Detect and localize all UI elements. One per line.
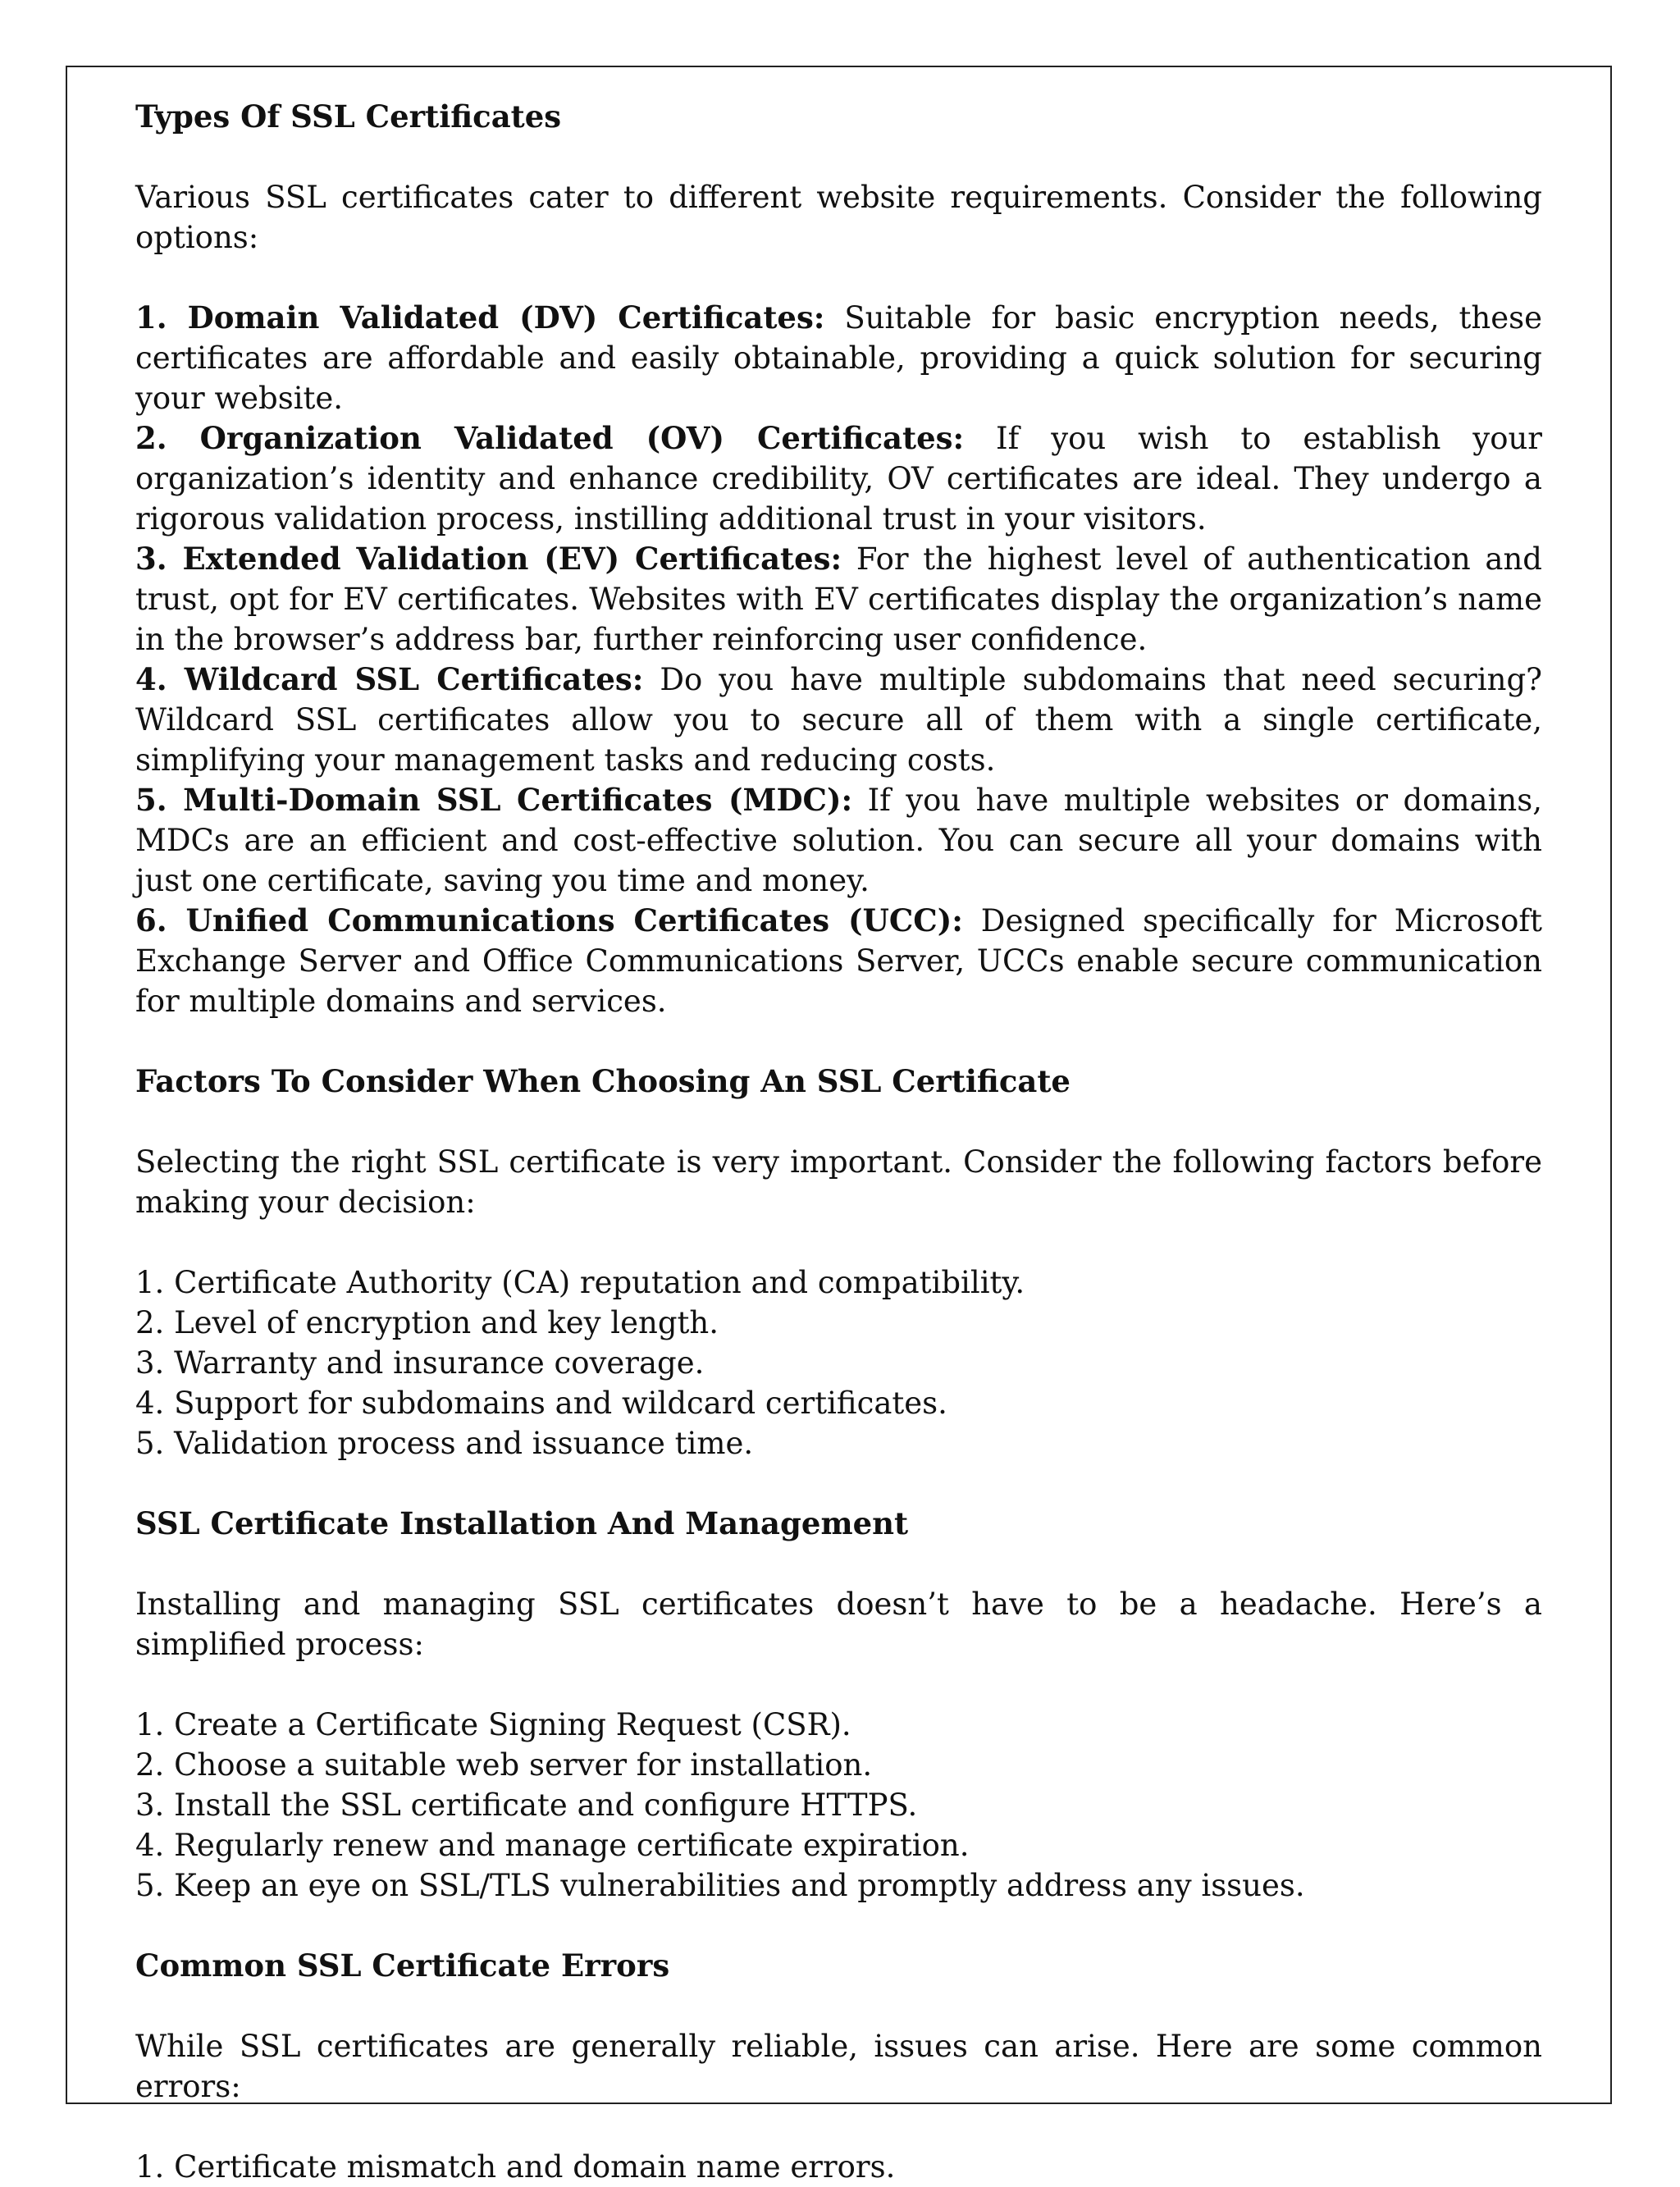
spacer bbox=[135, 137, 1542, 177]
types-intro: Various SSL certificates cater to different website requirements. Consider the following options: bbox=[135, 180, 1542, 255]
list-item: 4. Regularly renew and manage certificate expiration. bbox=[135, 1828, 970, 1863]
list-item: 4. Support for subdomains and wildcard certificates. bbox=[135, 1386, 947, 1421]
option-lead: 3. Extended Validation (EV) Certificates: bbox=[135, 541, 842, 577]
list-item: 1. Certificate Authority (CA) reputation and compatibility. bbox=[135, 1265, 1025, 1300]
option-text: If you have multiple websites or domains, MDCs are an efficient and cost-effective solution. You can secure all your domains with just one certificate, saving you time and money. bbox=[135, 783, 1542, 898]
spacer bbox=[135, 1544, 1542, 1584]
list-item: 1. Create a Certificate Signing Request (CSR). bbox=[135, 1707, 851, 1742]
option-ucc bbox=[135, 901, 1542, 1021]
option-text: Do you have multiple subdomains that need securing? Wildcard SSL certificates allow you to secure all of them with a single certificate, simplifying your management tasks and reducing costs. bbox=[135, 662, 1542, 778]
list-item: 2. Level of encryption and key length. bbox=[135, 1305, 719, 1340]
installation-heading: SSL Certificate Installation And Management bbox=[135, 1505, 909, 1541]
spacer bbox=[135, 1463, 1542, 1504]
list-item: 2. Choose a suitable web server for installation. bbox=[135, 1747, 873, 1783]
list-item: 5. Keep an eye on SSL/TLS vulnerabilities and promptly address any issues. bbox=[135, 1868, 1305, 1903]
option-lead: 2. Organization Validated (OV) Certificates: bbox=[135, 420, 965, 456]
installation-intro: Installing and managing SSL certificates doesn’t have to be a headache. Here’s a simplified process: bbox=[135, 1587, 1542, 1662]
spacer bbox=[135, 1021, 1542, 1062]
spacer bbox=[135, 1222, 1542, 1262]
spacer bbox=[135, 258, 1542, 298]
list-item: 1. Certificate mismatch and domain name errors. bbox=[135, 2149, 896, 2185]
option-text: For the highest level of authentication and trust, opt for EV certificates. Websites with EV certificates display the organization’s name in the browser’s address bar, further reinforcing user confidence. bbox=[135, 541, 1542, 657]
option-wildcard bbox=[135, 660, 1542, 780]
errors-heading: Common SSL Certificate Errors bbox=[135, 1947, 670, 1984]
option-lead: 6. Unified Communications Certificates (UCC): bbox=[135, 902, 963, 938]
option-lead: 5. Multi-Domain SSL Certificates (MDC): bbox=[135, 782, 853, 818]
spacer bbox=[135, 1906, 1542, 1946]
spacer bbox=[135, 1102, 1542, 1142]
spacer bbox=[135, 1664, 1542, 1705]
spacer bbox=[135, 1986, 1542, 2026]
option-text: Suitable for basic encryption needs, these certificates are affordable and easily obtainable, providing a quick solution for securing your website. bbox=[135, 300, 1542, 416]
option-ev bbox=[135, 539, 1542, 660]
factors-intro: Selecting the right SSL certificate is very important. Consider the following factors before making your decision: bbox=[135, 1144, 1542, 1220]
option-dv bbox=[135, 298, 1542, 418]
option-mdc bbox=[135, 780, 1542, 901]
factors-heading: Factors To Consider When Choosing An SSL Certificate bbox=[135, 1063, 1071, 1099]
option-text: Designed specifically for Microsoft Exchange Server and Office Communications Server, UCCs enable secure communication for multiple domains and services. bbox=[135, 903, 1542, 1019]
list-item: 3. Install the SSL certificate and configure HTTPS. bbox=[135, 1787, 918, 1823]
spacer bbox=[135, 2107, 1542, 2147]
option-ov bbox=[135, 418, 1542, 539]
errors-intro: While SSL certificates are generally reliable, issues can arise. Here are some common errors: bbox=[135, 2029, 1542, 2104]
option-lead: 1. Domain Validated (DV) Certificates: bbox=[135, 299, 825, 336]
option-text: If you wish to establish your organization’s identity and enhance credibility, OV certificates are ideal. They undergo a rigorous validation process, instilling additional trust in your visitors. bbox=[135, 421, 1542, 536]
option-lead: 4. Wildcard SSL Certificates: bbox=[135, 661, 644, 697]
document-content bbox=[135, 97, 1542, 2187]
list-item: 3. Warranty and insurance coverage. bbox=[135, 1345, 705, 1381]
list-item: 5. Validation process and issuance time. bbox=[135, 1426, 754, 1461]
types-heading: Types Of SSL Certificates bbox=[135, 98, 562, 135]
